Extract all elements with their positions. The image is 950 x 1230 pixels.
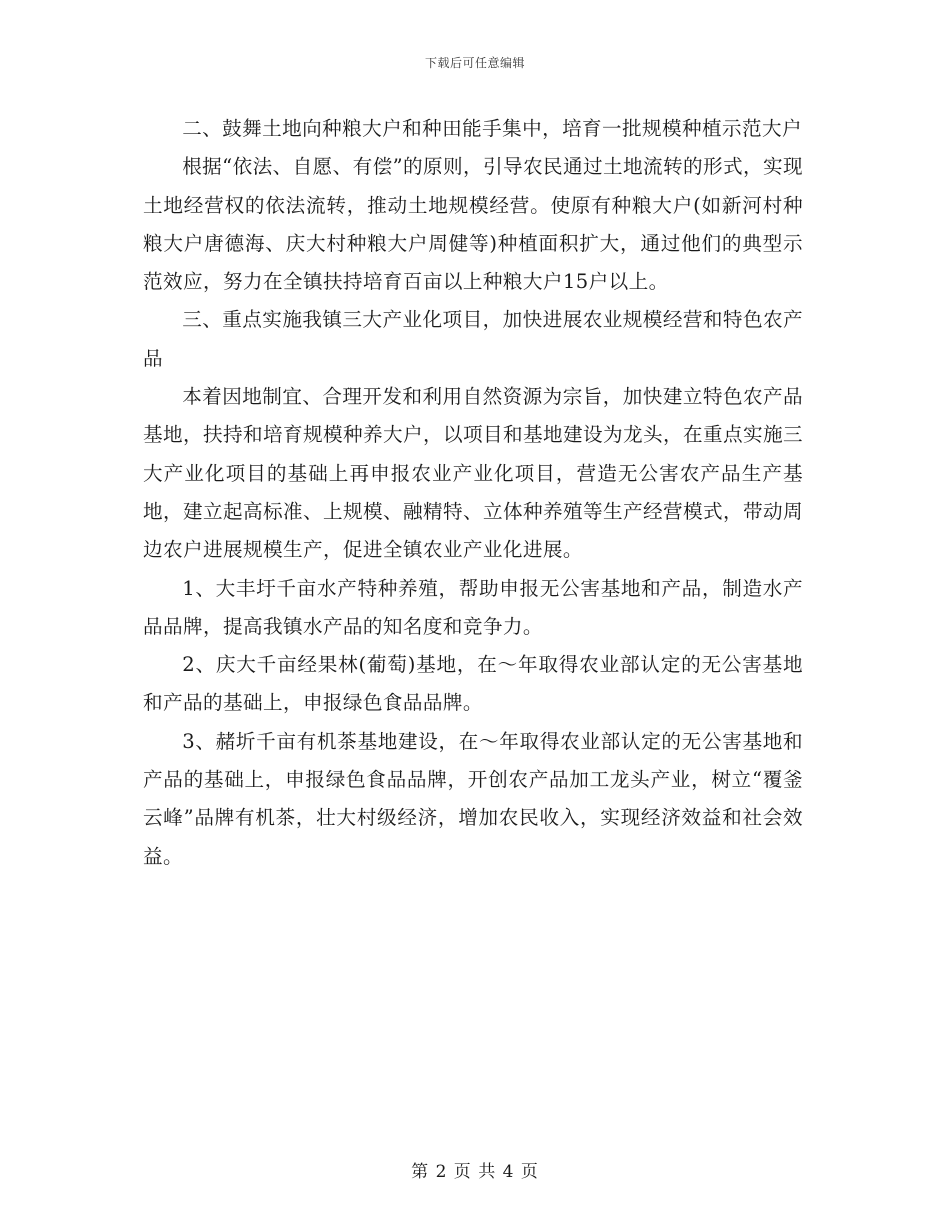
list-item: 3、赭圻千亩有机茶基地建设，在～年取得农业部认定的无公害基地和产品的基础上，申报绿色食品品牌，开创农产品加工龙头产业，树立“覆釜云峰”品牌有机茶，壮大村级经济，增加农民收入，实现经济效益和社会效益。 bbox=[143, 729, 803, 868]
section-heading-2: 二、鼓舞土地向种粮大户和种田能手集中，培育一批规模种植示范大户 bbox=[182, 117, 802, 140]
page-header-note: 下载后可任意编辑 bbox=[424, 56, 525, 70]
section-heading-3: 三、重点实施我镇三大产业化项目，加快进展农业规模经营和特色农产品 bbox=[143, 308, 803, 370]
paragraph: 本着因地制宜、合理开发和利用自然资源为宗旨，加快建立特色农产品基地，扶持和培育规模种养大户，以项目和基地建设为龙头，在重点实施三大产业化项目的基础上再申报农业产业化项目，营造无公害农产品生产基地，建立起高标准、上规模、融精特、立体种养殖等生产经营模式，带动周边农户进展规模生产，促进全镇农业产业化进展。 bbox=[143, 385, 803, 562]
list-item: 2、庆大千亩经果林(葡萄)基地，在～年取得农业部认定的无公害基地和产品的基础上，申报绿色食品品牌。 bbox=[143, 653, 803, 715]
list-item: 1、大丰圩千亩水产特种养殖，帮助申报无公害基地和产品，制造水产品品牌，提高我镇水产品的知名度和竞争力。 bbox=[143, 576, 803, 638]
document-body bbox=[143, 110, 803, 876]
page-number: 第 2 页 共 4 页 bbox=[411, 1162, 539, 1182]
paragraph: 根据“依法、自愿、有偿”的原则，引导农民通过土地流转的形式，实现土地经营权的依法流转，推动土地规模经营。使原有种粮大户(如新河村种粮大户唐德海、庆大村种粮大户周健等)种植面积扩大，通过他们的典型示范效应，努力在全镇扶持培育百亩以上种粮大户15户以上。 bbox=[143, 155, 803, 294]
